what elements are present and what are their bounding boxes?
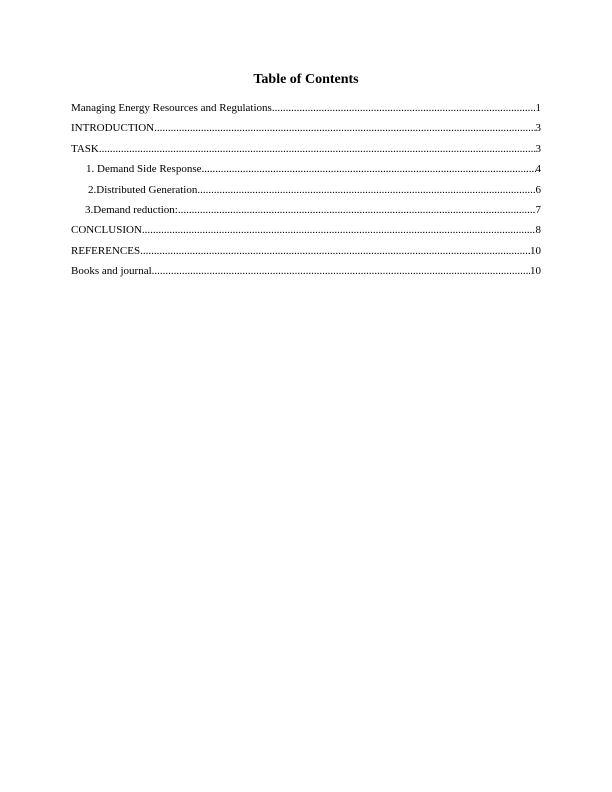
toc-dot-leader bbox=[201, 163, 535, 176]
toc-page-number: 4 bbox=[535, 163, 541, 176]
toc-dot-leader bbox=[154, 122, 535, 135]
toc-entry-introduction[interactable] bbox=[71, 122, 541, 142]
toc-entry-text: TASK bbox=[71, 142, 99, 155]
toc-entry-demand-reduction[interactable] bbox=[71, 204, 541, 224]
toc-page-number: 6 bbox=[535, 183, 541, 196]
toc-entry-conclusion[interactable] bbox=[71, 224, 541, 244]
toc-list bbox=[71, 102, 541, 286]
toc-title: Table of Contents bbox=[253, 72, 359, 87]
toc-entry-text: 2.Distributed Generation bbox=[88, 183, 198, 196]
toc-entry-text: Managing Energy Resources and Regulations bbox=[71, 102, 272, 114]
toc-entry-task[interactable] bbox=[71, 143, 541, 163]
toc-entry-text: Books and journal bbox=[71, 265, 152, 278]
toc-dot-leader bbox=[272, 102, 536, 115]
toc-entry-managing-energy[interactable] bbox=[71, 102, 541, 122]
toc-entry-text: INTRODUCTION bbox=[71, 122, 155, 135]
toc-page-number: 3 bbox=[535, 122, 541, 135]
toc-dot-leader bbox=[178, 204, 536, 217]
toc-entry-text: CONCLUSION bbox=[71, 224, 142, 237]
toc-dot-leader bbox=[142, 224, 536, 237]
toc-page-number: 10 bbox=[530, 244, 541, 257]
toc-dot-leader bbox=[197, 184, 535, 197]
toc-entry-books-and-journal[interactable] bbox=[71, 265, 541, 285]
toc-entry-demand-side-response[interactable] bbox=[71, 163, 541, 183]
toc-page-number: 7 bbox=[535, 203, 541, 216]
toc-page-number: 10 bbox=[530, 265, 541, 278]
toc-entry-distributed-generation[interactable] bbox=[71, 184, 541, 204]
toc-dot-leader bbox=[99, 143, 536, 156]
toc-page-number: 1 bbox=[535, 102, 541, 114]
toc-entry-references[interactable] bbox=[71, 245, 541, 265]
toc-entry-text: 3.Demand reduction: bbox=[85, 203, 178, 216]
toc-entry-text: REFERENCES bbox=[71, 244, 141, 257]
toc-page-number: 8 bbox=[535, 224, 541, 237]
toc-dot-leader bbox=[152, 265, 530, 278]
toc-dot-leader bbox=[140, 245, 530, 258]
toc-page-number: 3 bbox=[535, 142, 541, 155]
toc-entry-text: 1. Demand Side Response bbox=[86, 163, 202, 176]
